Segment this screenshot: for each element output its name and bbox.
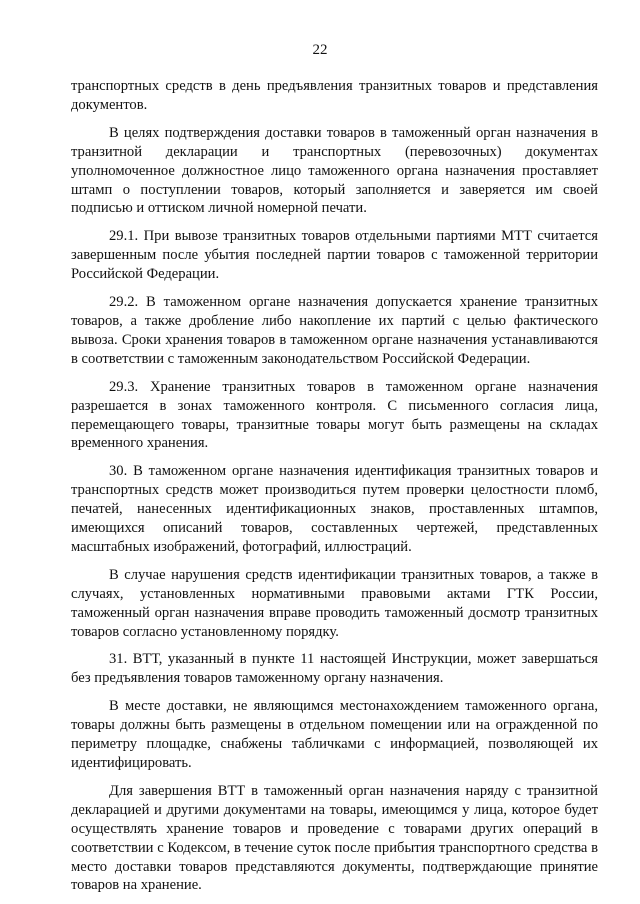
document-body	[71, 77, 598, 904]
paragraph-29-3: 29.3. Хранение транзитных товаров в таможенном органе назначения разрешается в зонах таможенного контроля. С письменного согласия лица, перемещающего товары, транзитные товары могут быть размещены на складах временного хранения.	[71, 378, 598, 452]
paragraph-30: 30. В таможенном органе назначения идентификация транзитных товаров и транспортных средств может производиться путем проверки целостности пломб, печатей, нанесенных идентификационных знаков, проставленных штампов, имеющихся описаний товаров, составленных чертежей, представленных масштабных изображений, фотографий, иллюстраций.	[71, 463, 598, 555]
page-number: 22	[312, 42, 328, 58]
paragraph-continuation: транспортных средств в день предъявления транзитных товаров и представления документов.	[71, 78, 598, 113]
paragraph-delivery-place: В месте доставки, не являющимся местонахождением таможенного органа, товары должны быть размещены в отдельном помещении или на огражденной по периметру площадке, снабжены табличками с информацией, позволяющей их идентифицировать.	[71, 698, 598, 771]
paragraph-identification-violation: В случае нарушения средств идентификации транзитных товаров, а также в случаях, установленных нормативными правовыми актами ГТК России, таможенный орган назначения вправе проводить таможенный досмотр транзитных товаров согласно установленному порядку.	[71, 566, 598, 640]
paragraph-29-1: 29.1. При вывозе транзитных товаров отдельными партиями МТТ считается завершенным после убытия последней партии товаров с таможенной территории Российской Федерации.	[71, 228, 598, 283]
paragraph-31: 31. ВТТ, указанный в пункте 11 настоящей Инструкции, может завершаться без предъявления товаров таможенному органу назначения.	[71, 651, 598, 687]
paragraph-29-2: 29.2. В таможенном органе назначения допускается хранение транзитных товаров, а также дробление либо накопление их партий с целью фактического вывоза. Сроки хранения товаров в таможенном органе назначения устанавливаются в соответствии с таможенным законодательством Российской Федерации.	[71, 294, 598, 367]
paragraph-delivery-confirmation: В целях подтверждения доставки товаров в таможенный орган назначения в транзитной декларации и транспортных (перевозочных) документах уполномоченное должностное лицо таможенного органа назначения проставляет штамп о поступлении товаров, который заполняется и заверяется им своей подписью и оттиском личной номерной печати.	[71, 124, 598, 217]
paragraph-vtt-completion: Для завершения ВТТ в таможенный орган назначения наряду с транзитной декларацией и другими документами на товары, имеющимся у лица, которое будет осуществлять хранение товаров и проведение с товарами других операций в соответствии с Кодексом, в течение суток после прибытия транспортного средства в место доставки товаров представляются документы, подтверждающие принятие товаров на хранение.	[71, 782, 598, 894]
